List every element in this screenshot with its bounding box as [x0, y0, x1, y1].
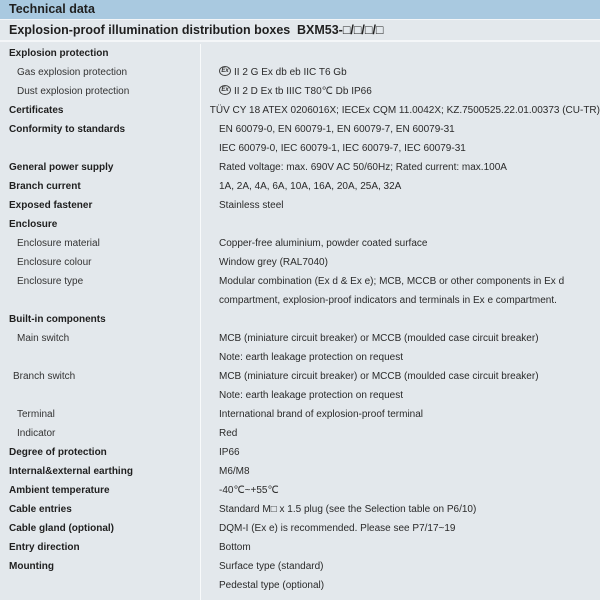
row-value: MCB (miniature circuit breaker) or MCCB (moulded case circuit breaker)	[219, 371, 539, 382]
row-value: M6/M8	[219, 466, 250, 477]
spec-table	[0, 44, 600, 595]
row-label: Dust explosion protection	[17, 86, 130, 97]
row-value: II 2 D Ex tb IIIC T80℃ Db IP66	[234, 86, 372, 97]
row-value: Surface type (standard)	[219, 561, 324, 572]
spec-row	[0, 253, 600, 272]
row-value: Pedestal type (optional)	[219, 580, 325, 591]
spec-row	[0, 481, 600, 500]
row-value: IEC 60079-0, IEC 60079-1, IEC 60079-7, IEC 60079-31	[219, 143, 466, 154]
spec-row	[0, 234, 600, 253]
row-label: Degree of protection	[9, 447, 107, 458]
row-value: EN 60079-0, EN 60079-1, EN 60079-7, EN 60079-31	[219, 124, 455, 135]
spec-row	[0, 443, 600, 462]
row-value: Standard M□ x 1.5 plug (see the Selection table on P6/10)	[219, 504, 477, 515]
spec-row	[0, 386, 600, 405]
ex-atex-icon: Ex	[219, 85, 231, 95]
row-value: DQM-I (Ex e) is recommended. Please see P7/17~19	[219, 523, 456, 534]
row-value: IP66	[219, 447, 240, 458]
spec-row	[0, 424, 600, 443]
spec-row	[0, 405, 600, 424]
row-value: 1A, 2A, 4A, 6A, 10A, 16A, 20A, 25A, 32A	[219, 181, 402, 192]
row-label: Gas explosion protection	[17, 67, 128, 78]
row-label: Entry direction	[9, 542, 80, 553]
row-label: Internal&external earthing	[9, 466, 133, 477]
product-name: Explosion-proof illumination distribution boxes	[9, 23, 291, 37]
row-label: Branch switch	[13, 371, 76, 382]
row-value: -40℃~+55℃	[219, 485, 279, 496]
spec-row	[0, 120, 600, 139]
row-label: Conformity to standards	[9, 124, 126, 135]
row-value: Bottom	[219, 542, 251, 553]
spec-row	[0, 158, 600, 177]
ex-atex-icon: Ex	[219, 66, 231, 76]
spec-row	[0, 367, 600, 386]
row-label: Certificates	[9, 105, 64, 116]
row-value: II 2 G Ex db eb IIC T6 Gb	[234, 67, 347, 78]
spec-row	[0, 139, 600, 158]
row-label: Main switch	[17, 333, 70, 344]
row-label: General power supply	[9, 162, 114, 173]
row-label: Indicator	[17, 428, 56, 439]
spec-row	[0, 462, 600, 481]
row-value: Modular combination (Ex d & Ex e); MCB, MCCB or other components in Ex d	[219, 276, 565, 287]
spec-row	[0, 576, 600, 595]
row-label: Enclosure	[9, 219, 58, 230]
row-label: Enclosure colour	[17, 257, 92, 268]
row-value: Stainless steel	[219, 200, 284, 211]
row-value: Red	[219, 428, 238, 439]
spec-row	[0, 329, 600, 348]
row-value: International brand of explosion-proof terminal	[219, 409, 424, 420]
row-label: Branch current	[9, 181, 81, 192]
spec-row	[0, 63, 600, 82]
row-label: Built-in components	[9, 314, 106, 325]
row-label: Enclosure type	[17, 276, 84, 287]
row-value: Copper-free aluminium, powder coated surface	[219, 238, 428, 249]
spec-row	[0, 215, 600, 234]
spec-row	[0, 101, 600, 120]
product-code: BXM53-□/□/□/□	[297, 23, 384, 37]
row-label: Cable gland (optional)	[9, 523, 114, 534]
row-label: Explosion protection	[9, 48, 109, 59]
spec-row	[0, 348, 600, 367]
row-label: Enclosure material	[17, 238, 100, 249]
row-value: TÜV CY 18 ATEX 0206016X; IECEx CQM 11.0042X; KZ.7500525.22.01.00373 (CU-TR)	[209, 105, 600, 116]
row-value: Rated voltage: max. 690V AC 50/60Hz; Rated current: max.100A	[219, 162, 507, 173]
spec-row	[0, 538, 600, 557]
row-label: Mounting	[9, 561, 54, 572]
spec-row	[0, 519, 600, 538]
row-value: MCB (miniature circuit breaker) or MCCB (moulded case circuit breaker)	[219, 333, 539, 344]
spec-row	[0, 196, 600, 215]
row-value: Note: earth leakage protection on request	[219, 352, 404, 363]
product-header	[0, 20, 600, 42]
spec-row	[0, 44, 600, 63]
row-value: Note: earth leakage protection on request	[219, 390, 404, 401]
spec-row	[0, 82, 600, 101]
column-divider	[200, 44, 201, 600]
spec-row	[0, 177, 600, 196]
row-label: Terminal	[17, 409, 55, 420]
row-value: compartment, explosion-proof indicators and terminals in Ex e compartment.	[219, 295, 557, 306]
spec-row	[0, 557, 600, 576]
row-label: Ambient temperature	[9, 485, 110, 496]
spec-row	[0, 500, 600, 519]
spec-row	[0, 272, 600, 291]
section-title: Technical data	[0, 0, 600, 20]
spec-row	[0, 310, 600, 329]
row-value: Window grey (RAL7040)	[219, 257, 328, 268]
row-label: Exposed fastener	[9, 200, 93, 211]
spec-row	[0, 291, 600, 310]
row-label: Cable entries	[9, 504, 72, 515]
